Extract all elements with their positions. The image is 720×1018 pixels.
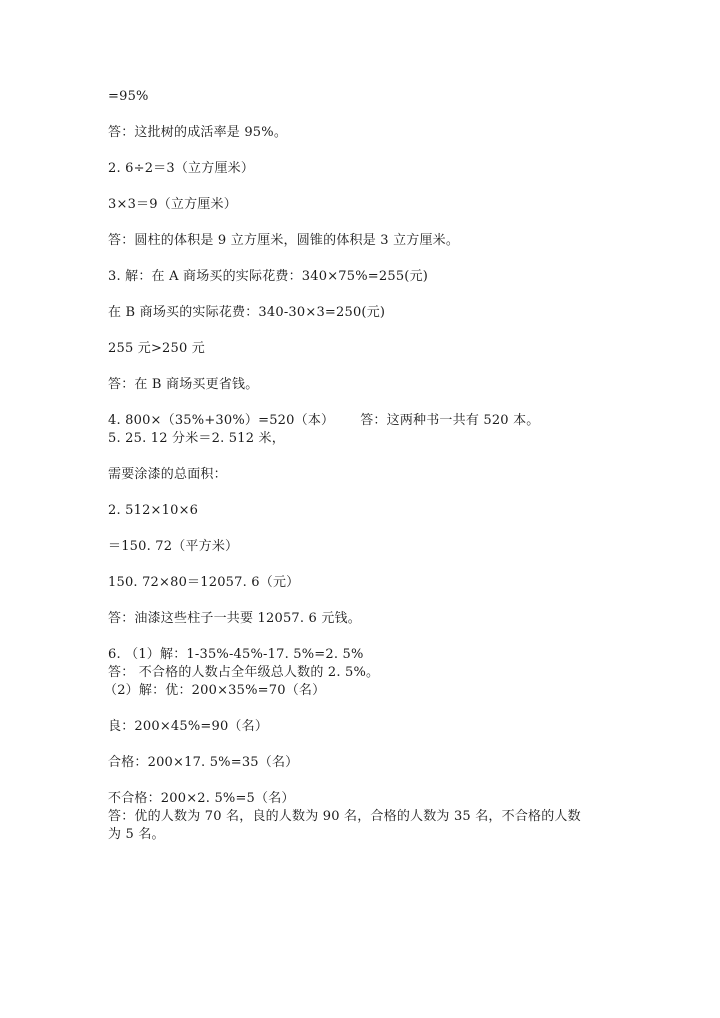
text-line: 150. 72×80＝12057. 6（元） bbox=[108, 575, 300, 590]
text-line bbox=[108, 412, 540, 430]
answer-line: 答：这批树的成活率是 95%。 bbox=[108, 125, 288, 140]
problem-4-calc: 4. 800×（35%+30%）=520（本） bbox=[108, 413, 335, 428]
answer-line: 答： 不合格的人数占全年级总人数的 2. 5%。 bbox=[108, 665, 380, 680]
answer-line: 答：圆柱的体积是 9 立方厘米，圆锥的体积是 3 立方厘米。 bbox=[108, 233, 460, 248]
text-line: 5. 25. 12 分米＝2. 512 米， bbox=[108, 431, 285, 446]
answer-line: 答：优的人数为 70 名，良的人数为 90 名，合格的人数为 35 名，不合格的人数 bbox=[108, 809, 581, 824]
text-line: 3×3＝9（立方厘米） bbox=[108, 197, 237, 212]
text-line: 3. 解：在 A 商场买的实际花费：340×75%=255(元) bbox=[108, 269, 429, 284]
text-line: 255 元>250 元 bbox=[108, 341, 205, 356]
answer-line: 答：油漆这些柱子一共要 12057. 6 元钱。 bbox=[108, 611, 361, 626]
answer-line: 为 5 名。 bbox=[108, 827, 165, 842]
text-line: （2）解：优：200×35%=70（名） bbox=[104, 683, 326, 698]
text-line: 需要涂漆的总面积： bbox=[108, 467, 227, 482]
text-line: ＝150. 72（平方米） bbox=[108, 539, 239, 554]
problem-4-answer: 答：这两种书一共有 520 本。 bbox=[360, 413, 540, 428]
answer-line: 答：在 B 商场买更省钱。 bbox=[108, 377, 259, 392]
text-line: 2. 512×10×6 bbox=[108, 503, 199, 518]
text-line: 良：200×45%=90（名） bbox=[108, 719, 269, 734]
text-line: =95% bbox=[108, 89, 149, 104]
text-line: 合格：200×17. 5%=35（名） bbox=[108, 755, 299, 770]
text-line: 6. （1）解：1-35%-45%-17. 5%=2. 5% bbox=[108, 647, 364, 662]
text-line: 在 B 商场买的实际花费：340-30×3=250(元) bbox=[108, 305, 386, 320]
text-line: 2. 6÷2＝3（立方厘米） bbox=[108, 161, 255, 176]
text-line: 不合格：200×2. 5%=5（名） bbox=[108, 791, 295, 806]
